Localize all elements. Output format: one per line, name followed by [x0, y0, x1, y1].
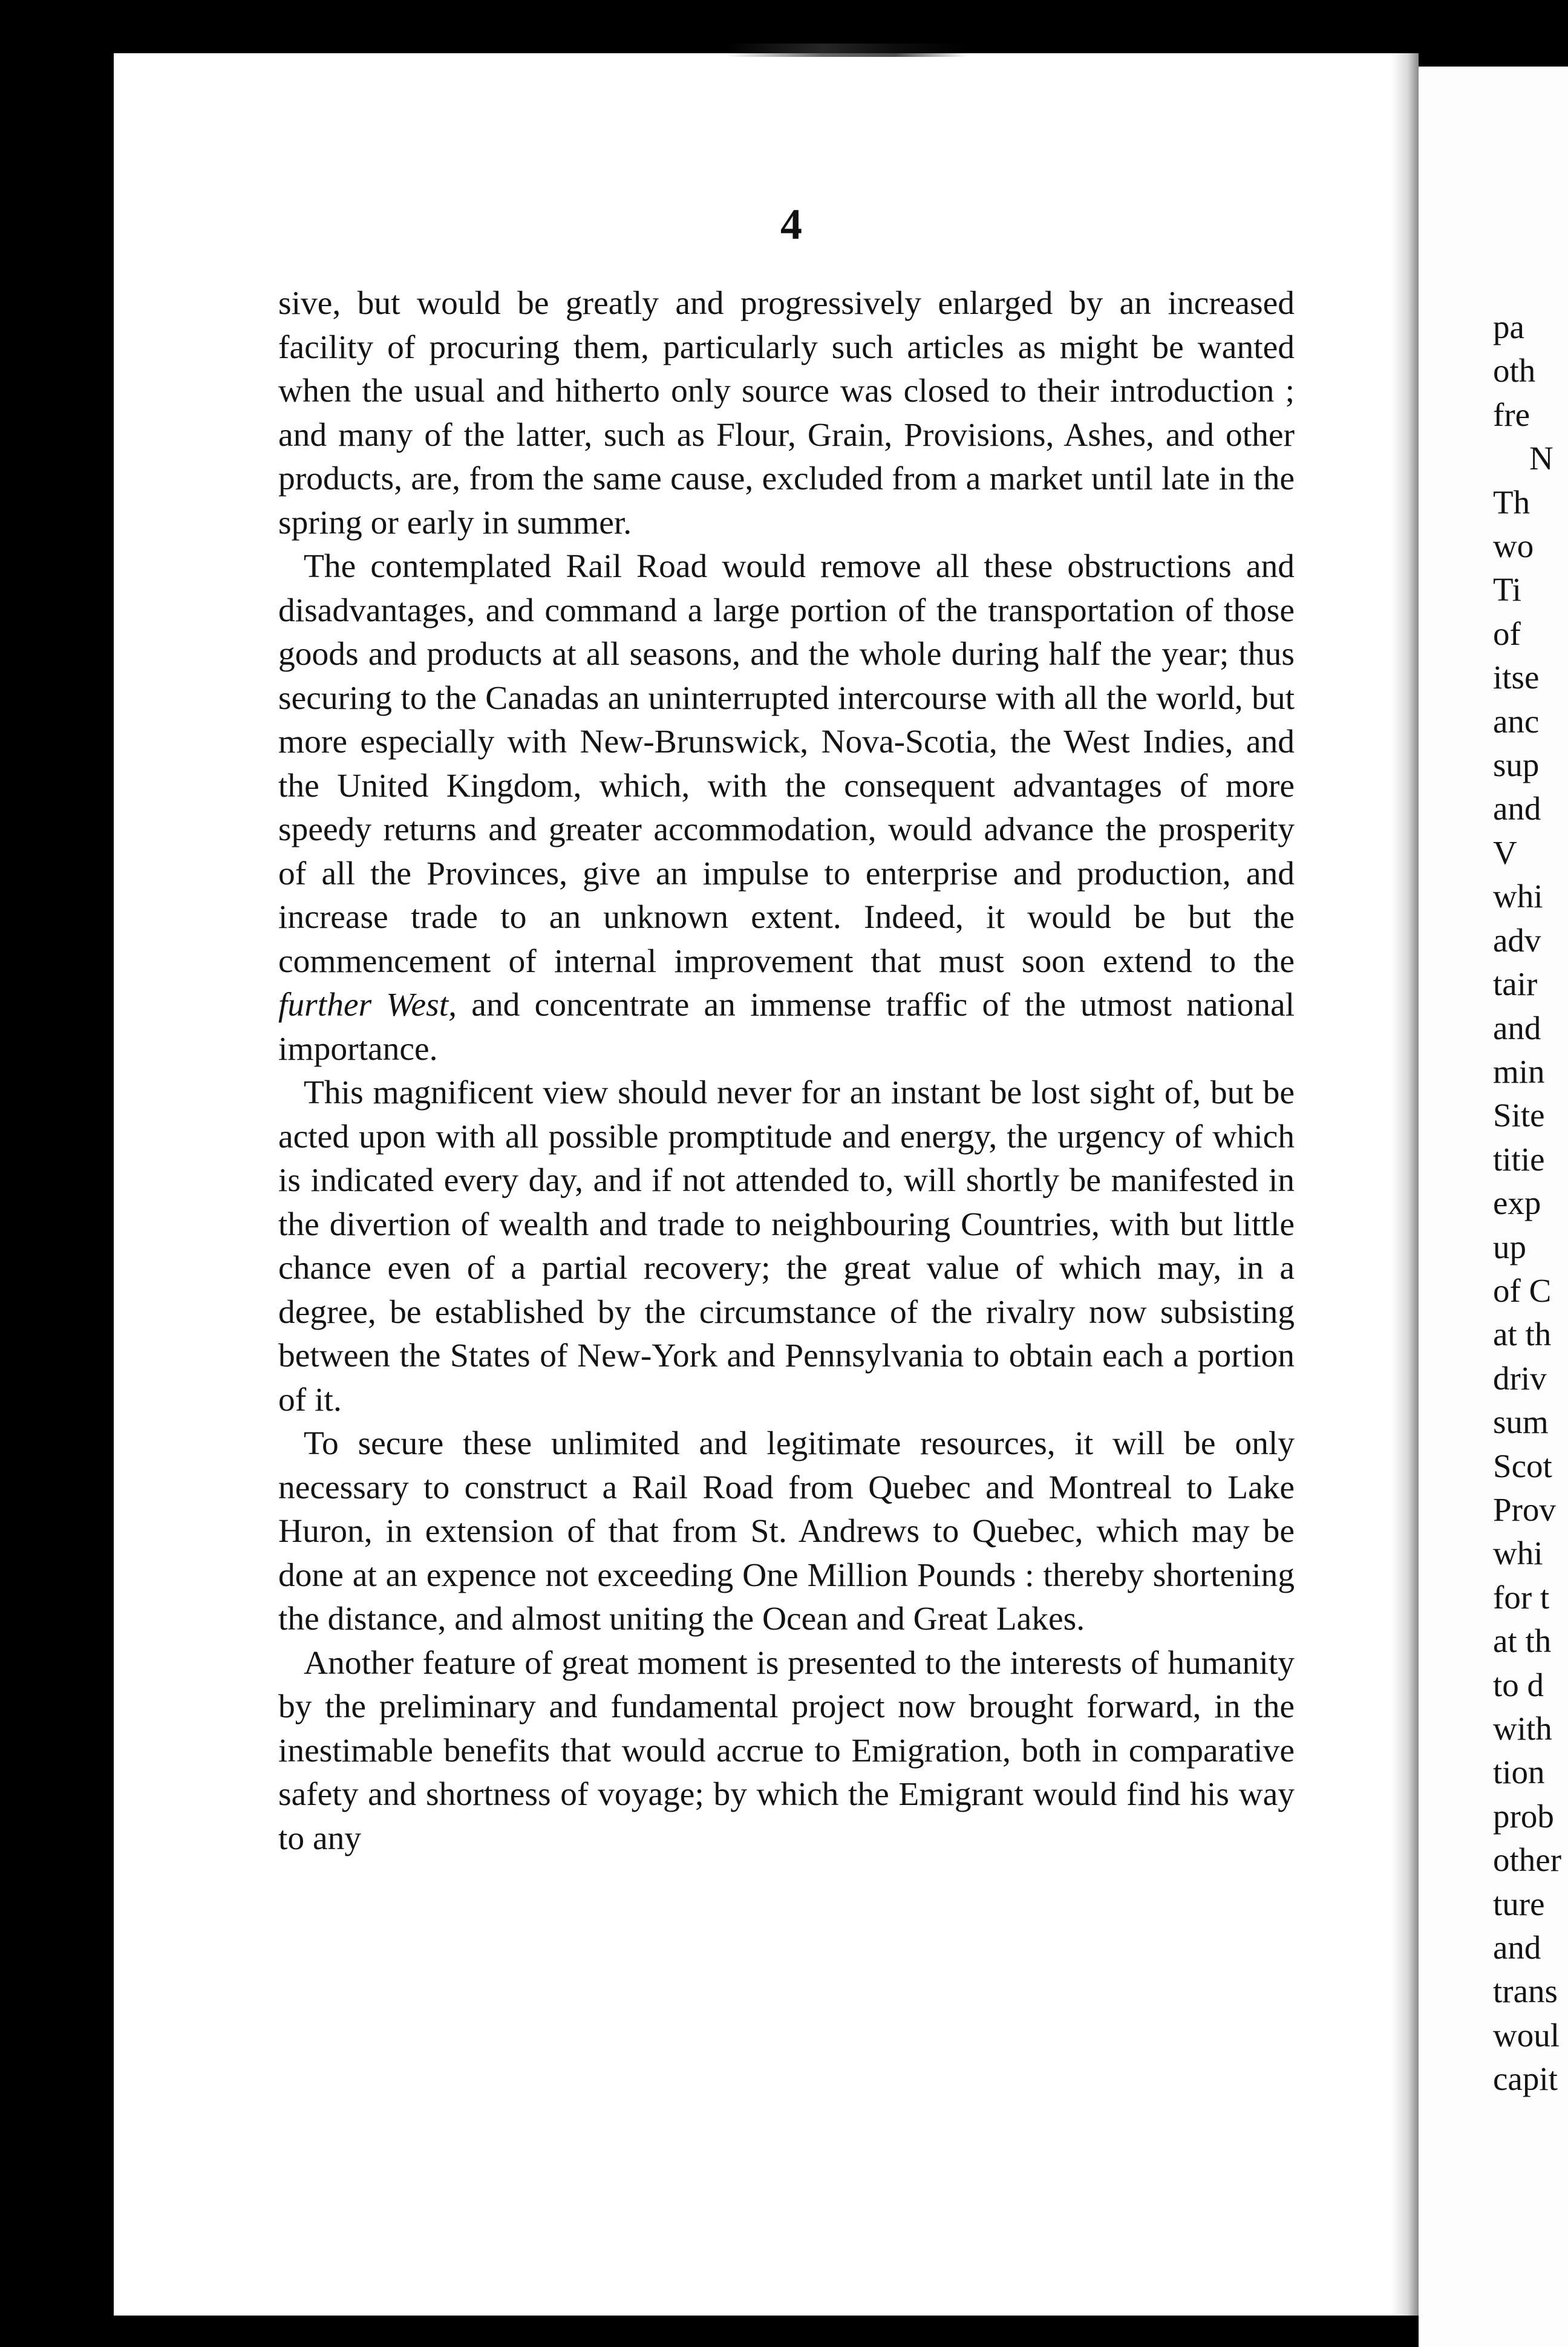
right-page-fragment: sup — [1493, 746, 1540, 784]
paragraph-3: This magnificent view should never for an instant be lost sight of, but be acted upon with all possible promptitude and energy, the urgency of which is indicated every day, and if not attended to, will shortly be manifested in the divertion of wealth and trade to neighbouring Countries, with but little chance even of a partial recovery; the great value of which may, in a degree, be established by the circumstance of the rivalry now subsisting between the States of New-York and Pennsylvania to obtain each a portion of it. — [278, 1074, 1295, 1418]
right-page-fragment: and — [1493, 790, 1541, 827]
right-page-fragment: whi — [1493, 1535, 1543, 1572]
right-page-fragment: Site — [1493, 1097, 1545, 1134]
right-page-fragment: at th — [1493, 1622, 1552, 1660]
right-page-fragment: and — [1493, 1009, 1541, 1046]
right-page-fragment: up — [1493, 1228, 1526, 1265]
main-text-body — [278, 282, 1295, 1861]
right-page-fragment: capit — [1493, 2060, 1558, 2098]
right-page-fragment: other — [1493, 1841, 1562, 1879]
right-page-fragment: with — [1493, 1710, 1552, 1747]
right-page-fragment: of C — [1493, 1271, 1552, 1309]
paragraph-2 — [278, 545, 1295, 1071]
right-page-fragment: Ti — [1493, 571, 1521, 609]
right-page-fragment: tair — [1493, 965, 1538, 1003]
right-page-fragment: woul — [1493, 2016, 1560, 2054]
right-page-fragment: V — [1493, 834, 1517, 871]
right-page-fragment: sum — [1493, 1403, 1549, 1441]
paragraph-4: To secure these unlimited and legitimate resources, it will be only necessary to construct a Rail Road from Quebec and Montreal to Lake Huron, in extension of that from St. Andrews to Quebec, which may be done at an expence not exceeding One Million Pounds : thereby shortening the distance, and almost uniting the Ocean and Great Lakes. — [278, 1425, 1295, 1637]
right-page-fragment: tion — [1493, 1754, 1545, 1791]
scan-smudge — [726, 44, 968, 57]
paragraph-2-tail: and concentrate an immense traffic of the utmost national importance. — [278, 987, 1295, 1068]
paragraph-2-italic: further West, — [278, 987, 457, 1023]
page-number: 4 — [780, 200, 802, 249]
right-page-fragment: for t — [1493, 1578, 1550, 1616]
right-page-fragment: pa — [1493, 308, 1524, 345]
right-page-fragment: and — [1493, 1929, 1541, 1967]
paragraph-5: Another feature of great moment is presented to the interests of humanity by the preliminary and fundamental project now brought forward, in the inestimable benefits that would accrue to Emigration, both in comparative safety and shortness of voyage; by which the Emigrant would find his way to any — [278, 1644, 1295, 1857]
right-page-fragment: to d — [1493, 1666, 1544, 1703]
right-page-fragment: prob — [1493, 1797, 1554, 1835]
right-page-fragment: trans — [1493, 1973, 1558, 2010]
right-page-fragment: titie — [1493, 1140, 1545, 1178]
paragraph-1: sive, but would be greatly and progressively enlarged by an increased facility of procuring them, particularly such articles as might be wanted when the usual and hitherto only source was closed to their introduction ; and many of the latter, such as Flour, Grain, Provisions, Ashes, and other products, are, from the same cause, excluded from a market until late in the spring or early in summer. — [278, 285, 1295, 541]
right-page-text-fragments — [1493, 305, 1568, 2101]
right-page-fragment: anc — [1493, 702, 1540, 740]
right-page-fragment: driv — [1493, 1359, 1547, 1397]
right-page-fragment: oth — [1493, 352, 1536, 390]
right-page-fragment: itse — [1493, 659, 1540, 696]
book-gutter — [1391, 53, 1419, 2316]
right-page-fragment: Th — [1493, 483, 1530, 521]
right-page-fragment: whi — [1493, 878, 1543, 915]
right-page-fragment: at th — [1493, 1316, 1552, 1353]
paragraph-2-text: The contemplated Rail Road would remove all these obstructions and disadvantages, and command a large portion of the transportation of those goods and products at all seasons, and the whole during half the year; thus securing to the Canadas an uninterrupted intercourse with all the world, but more especially with New-Brunswick, Nova-Scotia, the West Indies, and the United Kingdom, which, with the consequent advantages of more speedy returns and greater accommodation, would advance the prosperity of all the Provinces, give an impulse to enterprise and production, and increase trade to an unknown extent. Indeed, it would be but the commencement of internal improvement that must soon extend to the — [278, 548, 1295, 980]
right-page-fragment: Prov — [1493, 1490, 1556, 1528]
right-page-fragment: fre — [1493, 396, 1530, 433]
right-page-fragment: ture — [1493, 1885, 1545, 1922]
right-page-fragment: Scot — [1493, 1447, 1552, 1484]
right-page-fragment: of — [1493, 615, 1521, 652]
right-page-fragment: N — [1529, 440, 1553, 477]
right-page-fragment: adv — [1493, 921, 1541, 959]
right-page-fragment: wo — [1493, 527, 1534, 565]
right-page-fragment: min — [1493, 1053, 1545, 1090]
right-page-fragment: exp — [1493, 1184, 1541, 1222]
